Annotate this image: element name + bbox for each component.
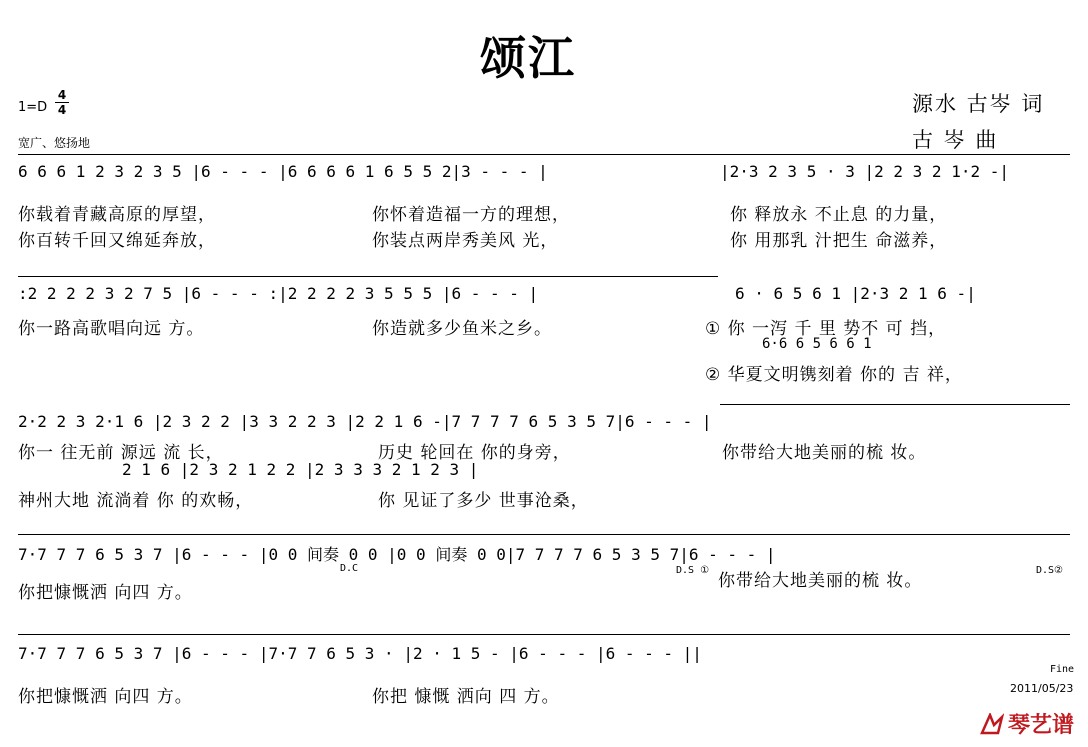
lyric-line: ① 你 一泻 千 里 势不 可 挡， [705,319,947,339]
lyric-line: 你百转千回又绵延奔放， [18,231,216,251]
notes-row: :2 2 2 2 3 2 7 5 |6 - - - :|2 2 2 2 3 5 5 5 |6 - - - | [18,284,539,303]
dc-mark: D.C [340,563,359,574]
lyric-line: 你载着青藏高原的厚望， [18,205,216,225]
staff-rule [18,534,1070,535]
time-bottom: 4 [57,103,67,117]
notes-row: 6·6 6 5 6 6 1 [762,336,872,352]
notes-row: 2·2 2 3 2·1 6 |2 3 2 2 |3 3 2 2 3 |2 2 1 6 -|7 7 7 7 6 5 3 5 7|6 - - - | [18,412,712,431]
staff-rule [18,276,718,277]
lyric-line: 你怀着造福一方的理想， [372,205,570,225]
lyric-line: 历史 轮回在 你的身旁， [378,443,571,463]
fine-mark: Fine [1050,664,1075,675]
lyric-line: 你把 慷慨 洒向 四 方。 [372,687,560,707]
notes-row: 6 · 6 5 6 1 |2·3 2 1 6 -| [735,284,976,303]
lyric-line: 你把慷慨洒 向四 方。 [18,583,193,603]
staff-rule [18,154,1070,155]
notes-row: 7·7 7 7 6 5 3 7 |6 - - - |0 0 间奏 0 0 |0 0 间奏 0 0|7 7 7 7 6 5 3 5 7|6 - - - | [18,545,776,564]
brand-logo [980,708,1074,739]
notes-row: |2·3 2 3 5 · 3 |2 2 3 2 1·2 -| [720,162,1009,181]
tempo-marking: 宽广、悠扬地 [18,136,91,150]
lyric-line: 你带给大地美丽的梳 妆。 [718,571,923,591]
lyricist-credit: 源水 古岑 词 [912,92,1045,116]
song-title: 颂江 [480,31,576,85]
ds2-mark: D.S② [1036,565,1064,576]
key-signature: 1=D [18,100,48,115]
lyric-line: 你 用那乳 汁把生 命滋养， [730,231,948,251]
notes-row: 7·7 7 7 6 5 3 7 |6 - - - |7·7 7 6 5 3 · |2 · 1 5 - |6 - - - |6 - - - || [18,644,702,663]
ds1-mark: D.S ① [676,565,710,576]
brand-logo-icon [980,713,1004,735]
staff-rule [720,404,1070,405]
lyric-line: 你带给大地美丽的梳 妆。 [722,443,927,463]
notes-row: 2 1 6 |2 3 2 1 2 2 |2 3 3 3 2 1 2 3 | [122,460,479,479]
lyric-line: 你一路高歌唱向远 方。 [18,319,205,339]
date-stamp: 2011/05/23 [1010,682,1074,695]
time-signature [55,88,69,117]
staff-rule [18,634,1070,635]
lyric-line: ② 华夏文明镌刻着 你的 吉 祥， [705,365,963,385]
lyric-line: 你 见证了多少 世事沧桑， [378,491,589,511]
brand-logo-text: 琴艺谱 [1007,713,1074,738]
composer-credit: 古 岑 曲 [912,128,999,152]
lyric-line: 你把慷慨洒 向四 方。 [18,687,193,707]
lyric-line: 你一 往无前 源远 流 长， [18,443,224,463]
lyric-line: 你 释放永 不止息 的力量， [730,205,948,225]
lyric-line: 神州大地 流淌着 你 的欢畅， [18,491,254,511]
lyric-line: 你造就多少鱼米之乡。 [372,319,552,339]
time-top: 4 [57,88,67,102]
notes-row: 6 6 6 1 2 3 2 3 5 |6 - - - |6 6 6 6 1 6 5 5 2|3 - - - | [18,162,548,181]
lyric-line: 你装点两岸秀美风 光， [372,231,559,251]
